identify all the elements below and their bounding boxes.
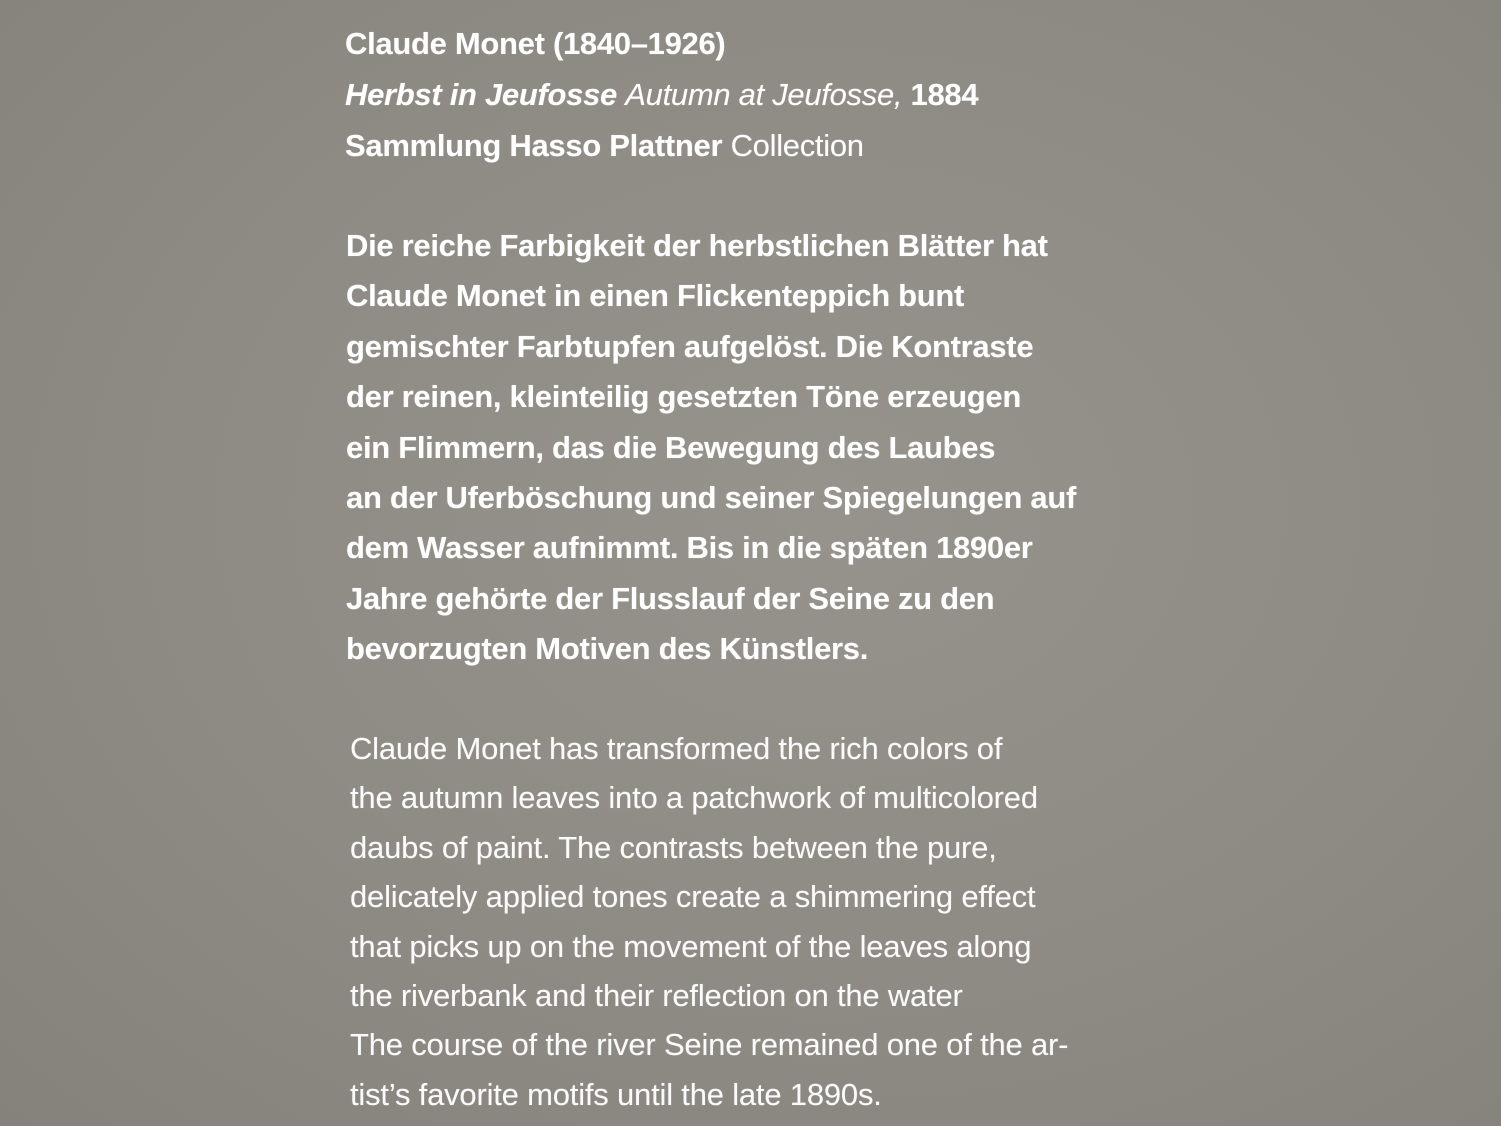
german-line: der reinen, kleinteilig gesetzten Töne erzeugen — [346, 379, 1021, 415]
german-line: ein Flimmern, das die Bewegung des Laubes — [346, 429, 996, 465]
english-line: the autumn leaves into a patchwork of multicolored — [350, 780, 1038, 816]
label-header — [345, 18, 1245, 171]
german-line: Die reiche Farbigkeit der herbstlichen Blätter hat — [346, 228, 1048, 263]
collection-de: Sammlung Hasso Plattner — [345, 128, 723, 163]
english-line: The course of the river Seine remained one of the ar- — [350, 1027, 1069, 1063]
german-line: dem Wasser aufnimmt. Bis in die späten 1890er — [346, 530, 1033, 566]
artist-name: Claude Monet (1840–1926) — [345, 26, 726, 61]
german-line: bevorzugten Motiven des Künstlers. — [346, 631, 869, 667]
artwork-title-en: Autumn at Jeufosse, — [625, 77, 903, 112]
english-line: daubs of paint. The contrasts between the pure, — [350, 829, 997, 865]
collection-line — [345, 120, 1245, 171]
artwork-title-line — [345, 69, 1245, 120]
german-line: Claude Monet in einen Flickenteppich bunt — [346, 278, 965, 314]
english-line: tist’s favorite motifs until the late 1890s. — [350, 1076, 882, 1112]
english-line: that picks up on the movement of the leaves along — [350, 928, 1032, 964]
english-line: Claude Monet has transformed the rich colors of — [350, 731, 1003, 766]
collection-en: Collection — [730, 128, 864, 163]
artwork-year: 1884 — [910, 77, 979, 112]
english-line: delicately applied tones create a shimmering effect — [350, 879, 1036, 915]
english-line: the riverbank and their reflection on the water — [350, 978, 963, 1014]
german-line: gemischter Farbtupfen aufgelöst. Die Kontraste — [346, 328, 1034, 364]
artwork-title-de: Herbst in Jeufosse — [345, 77, 617, 112]
german-line: an der Uferböschung und seiner Spiegelungen auf — [346, 480, 1076, 516]
english-description — [350, 724, 1250, 1119]
german-description — [346, 221, 1246, 675]
german-line: Jahre gehörte der Flusslauf der Seine zu den — [346, 580, 995, 616]
